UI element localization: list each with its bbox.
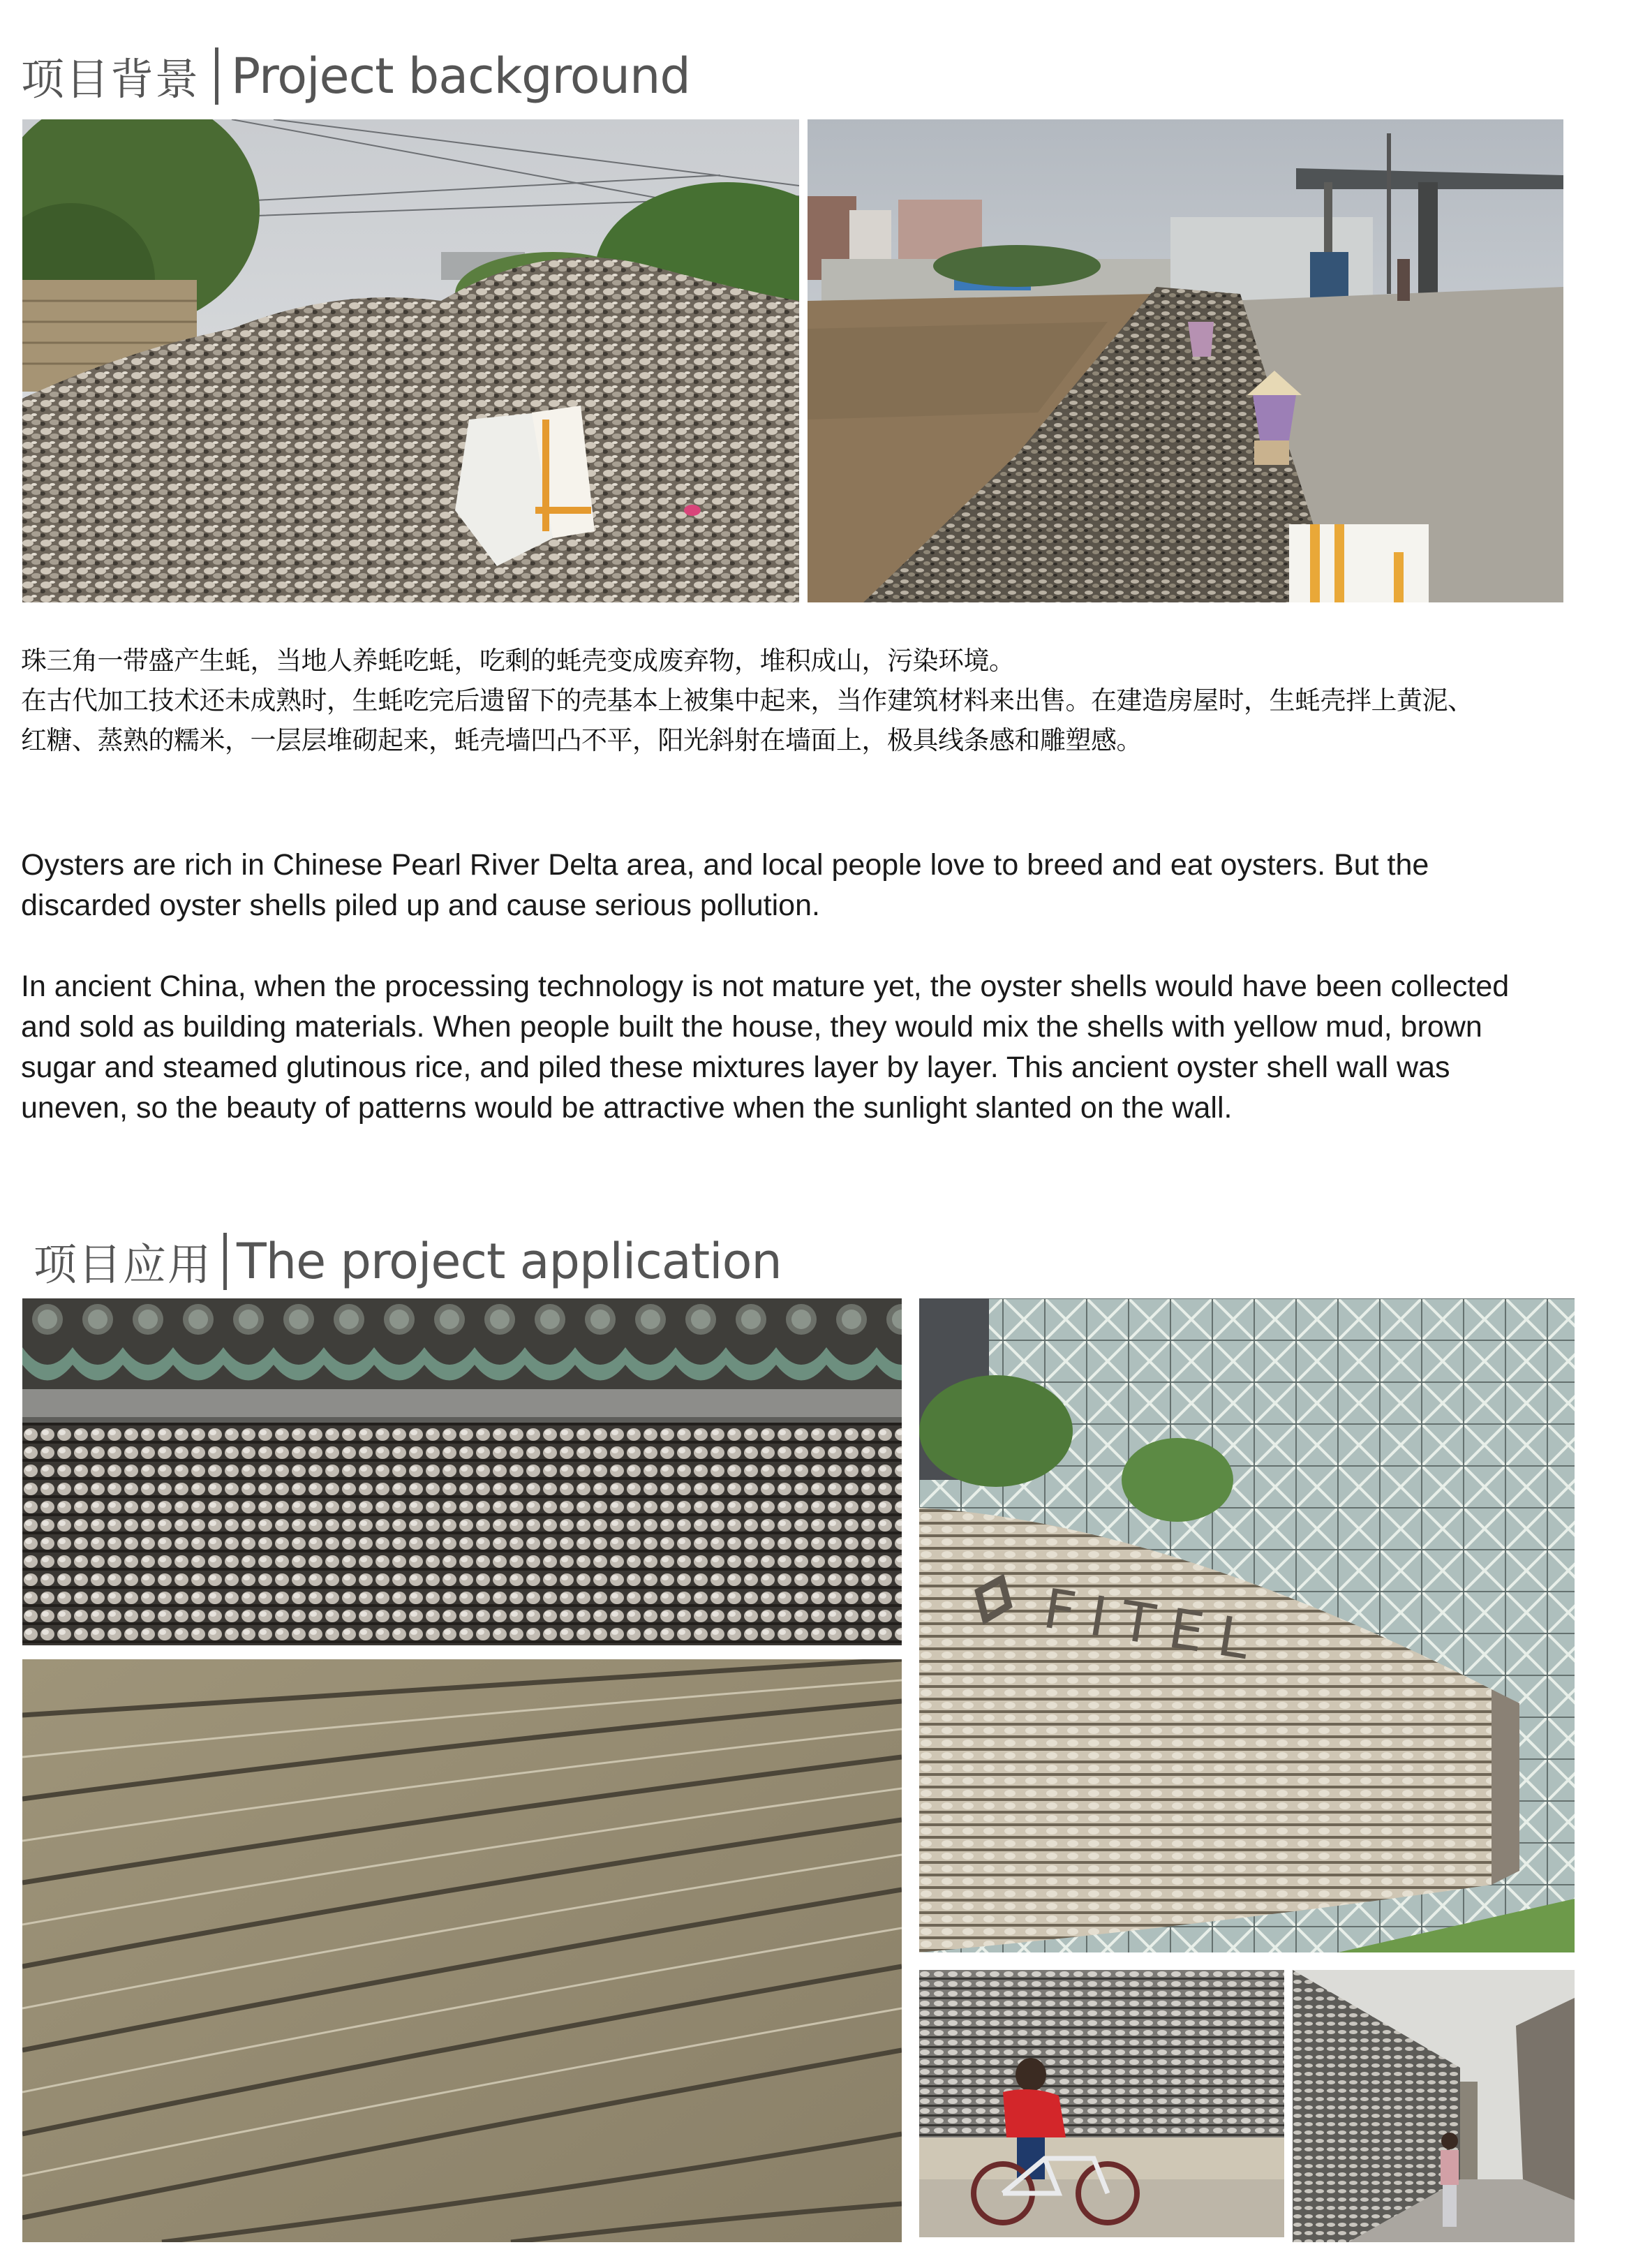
oyster-wall-closeup-photo [22,1659,902,2242]
title-zh: 项目应用 [34,1239,213,1290]
en2-line-2: and sold as building materials. When people built the house, they would mix the shells with yellow mud, brown [21,1010,1482,1044]
title-zh: 项目背景 [21,54,200,105]
traditional-eave-oyster-wall-photo [22,1298,902,1645]
background-paragraph-en-2 [21,966,1584,1128]
en2-line-4: uneven, so the beauty of patterns would be attractive when the sunlight slanted on the wall. [21,1091,1233,1125]
section-title-background [21,45,690,107]
sofitel-oyster-wall-photo [919,1298,1575,1952]
zh-line-1: 珠三角一带盛产生蚝，当地人养蚝吃蚝，吃剩的蚝壳变成废弃物，堆积成山，污染环境。 [21,646,1015,676]
sign-text: FITEL [1039,1577,1269,1675]
title-divider [215,47,218,105]
child-bicycle-oyster-wall-photo [919,1970,1284,2237]
zh-line-3: 红糖、蒸熟的糯米，一层层堆砌起来，蚝壳墙凹凸不平，阳光斜射在墙面上，极具线条感和雕塑感。 [21,725,1142,755]
oyster-shell-pile-photo [22,119,799,602]
en2-line-3: sugar and steamed glutinous rice, and piled these mixtures layer by layer. This ancient oyster shell wall was [21,1051,1450,1084]
background-paragraph-zh [21,641,1584,760]
background-paragraph-en-1 [21,845,1584,926]
alley-oyster-wall-photo [1293,1970,1575,2242]
riverside-oyster-workers-photo [808,119,1563,602]
title-divider [223,1233,227,1290]
title-en: Project background [231,47,690,105]
zh-line-2: 在古代加工技术还未成熟时，生蚝吃完后遗留下的壳基本上被集中起来，当作建筑材料来出售。在建造房屋时，生蚝壳拌上黄泥、 [21,685,1473,716]
en2-line-1: In ancient China, when the processing technology is not mature yet, the oyster shells would have been collected [21,970,1510,1003]
title-en: The project application [237,1232,782,1290]
section-title-application [34,1230,782,1292]
en1-line-1: Oysters are rich in Chinese Pearl River Delta area, and local people love to breed and eat oysters. But the [21,848,1429,882]
en1-line-2: discarded oyster shells piled up and cause serious pollution. [21,889,820,922]
